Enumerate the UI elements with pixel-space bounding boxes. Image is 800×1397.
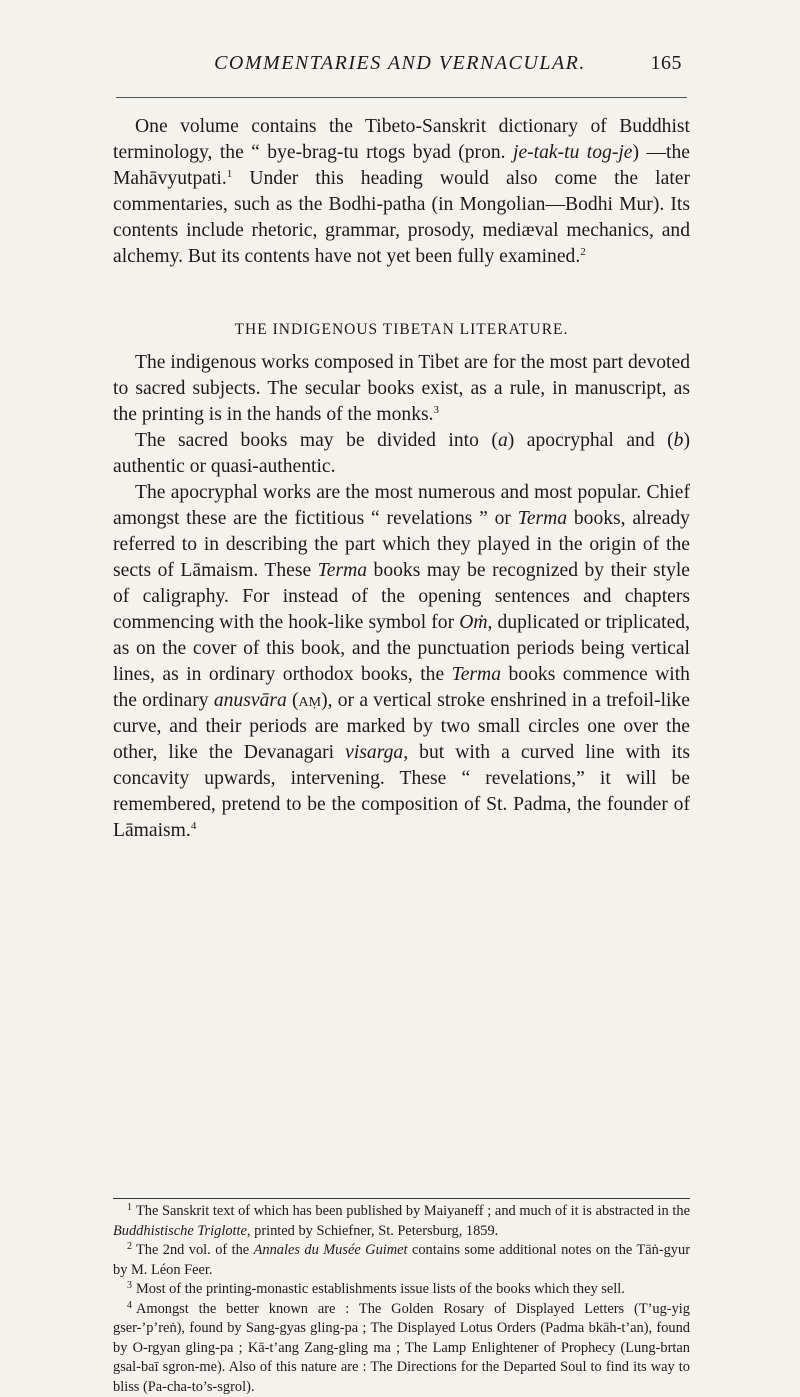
running-header <box>118 50 682 86</box>
footnote-4: $^4$ Amongst the better known are : The Golden Rosary of Displayed Letters (T’ug-yig gser-’p’reṅ), found by Sang-gyas gling-pa ; The Displayed Lotus Orders (Padma bkāh-t’an), found by O-rgyan gling-pa ; Kā-t’ang Zang-gling ma ; The Lamp Enlightener of Prophecy (Lung-brtan gsal-baī sgron-me). Also of this nature are : The Directions for the Departed Soul to find its way to bliss (Pa-cha-to’s-sgrol). <box>113 1300 690 1397</box>
footnote-1: $^1$ The Sanskrit text of which has been published by Maiyaneff ; and much of it is abstracted in the Buddhistische Triglotte, printed by Schiefner, St. Petersburg, 1859. <box>113 1202 690 1241</box>
paragraph-sacred-books: The sacred books may be divided into (a) apocryphal and (b) authentic or quasi-authentic. <box>113 428 690 480</box>
main-body <box>113 350 690 844</box>
footnotes <box>113 1202 690 1397</box>
running-title: COMMENTARIES AND VERNACULAR. <box>118 52 682 75</box>
footnote-rule <box>113 1198 690 1199</box>
footnote-ref-3[interactable]: 3 <box>434 404 440 416</box>
footnote-ref-2[interactable]: 2 <box>580 246 586 258</box>
header-rule <box>116 97 687 98</box>
paragraph-apocryphal-works: The apocryphal works are the most numerous and most popular. Chief amongst these are the fictitious “ revelations ” or Terma books, already referred to in describing the part which they played in the origin of the sects of Lāmaism. These Terma books may be recognized by their style of caligraphy. For instead of the opening sentences and chapters commencing with the hook-like symbol for Oṁ, duplicated or triplicated, as on the cover of this book, and the punctuation periods being vertical lines, as in ordinary orthodox books, the Terma books commence with the ordinary anusvāra (aṃ), or a vertical stroke enshrined in a trefoil-like curve, and their periods are marked by two small circles one over the other, like the Devanagari visarga, but with a curved line with its concavity upwards, intervening. These “ revelations,” it will be remembered, pretend to be the composition of St. Padma, the founder of Lāmaism.$^4$ <box>113 480 690 844</box>
footnote-ref-4[interactable]: 4 <box>191 820 197 832</box>
footnote-2: $^2$ The 2nd vol. of the Annales du Musée Guimet contains some additional notes on the Tāṅ-gyur by M. Léon Feer. <box>113 1241 690 1280</box>
paragraph-dictionary: One volume contains the Tibeto-Sanskrit dictionary of Buddhist terminology, the “ bye-brag-tu rtogs byad (pron. je-tak-tu tog-je) —the Mahāvyutpati.$^1$ Under this heading would also come the later commentaries, such as the Bodhi-patha (in Mongolian—Bodhi Mur). Its contents include rhetoric, grammar, prosody, mediæval mechanics, and alchemy. But its contents have not yet been fully examined.$^2$ <box>113 114 690 270</box>
footnote-3: $^3$ Most of the printing-monastic establishments issue lists of the books which they sell. <box>113 1280 690 1300</box>
footnote-ref-1[interactable]: 1 <box>227 168 233 180</box>
paragraph-indigenous-works: The indigenous works composed in Tibet are for the most part devoted to sacred subjects. The secular books exist, as a rule, in manuscript, as the printing is in the hands of the monks.$^3$ <box>113 350 690 428</box>
page-number: 165 <box>651 52 683 75</box>
section-heading: THE INDIGENOUS TIBETAN LITERATURE. <box>113 321 690 339</box>
